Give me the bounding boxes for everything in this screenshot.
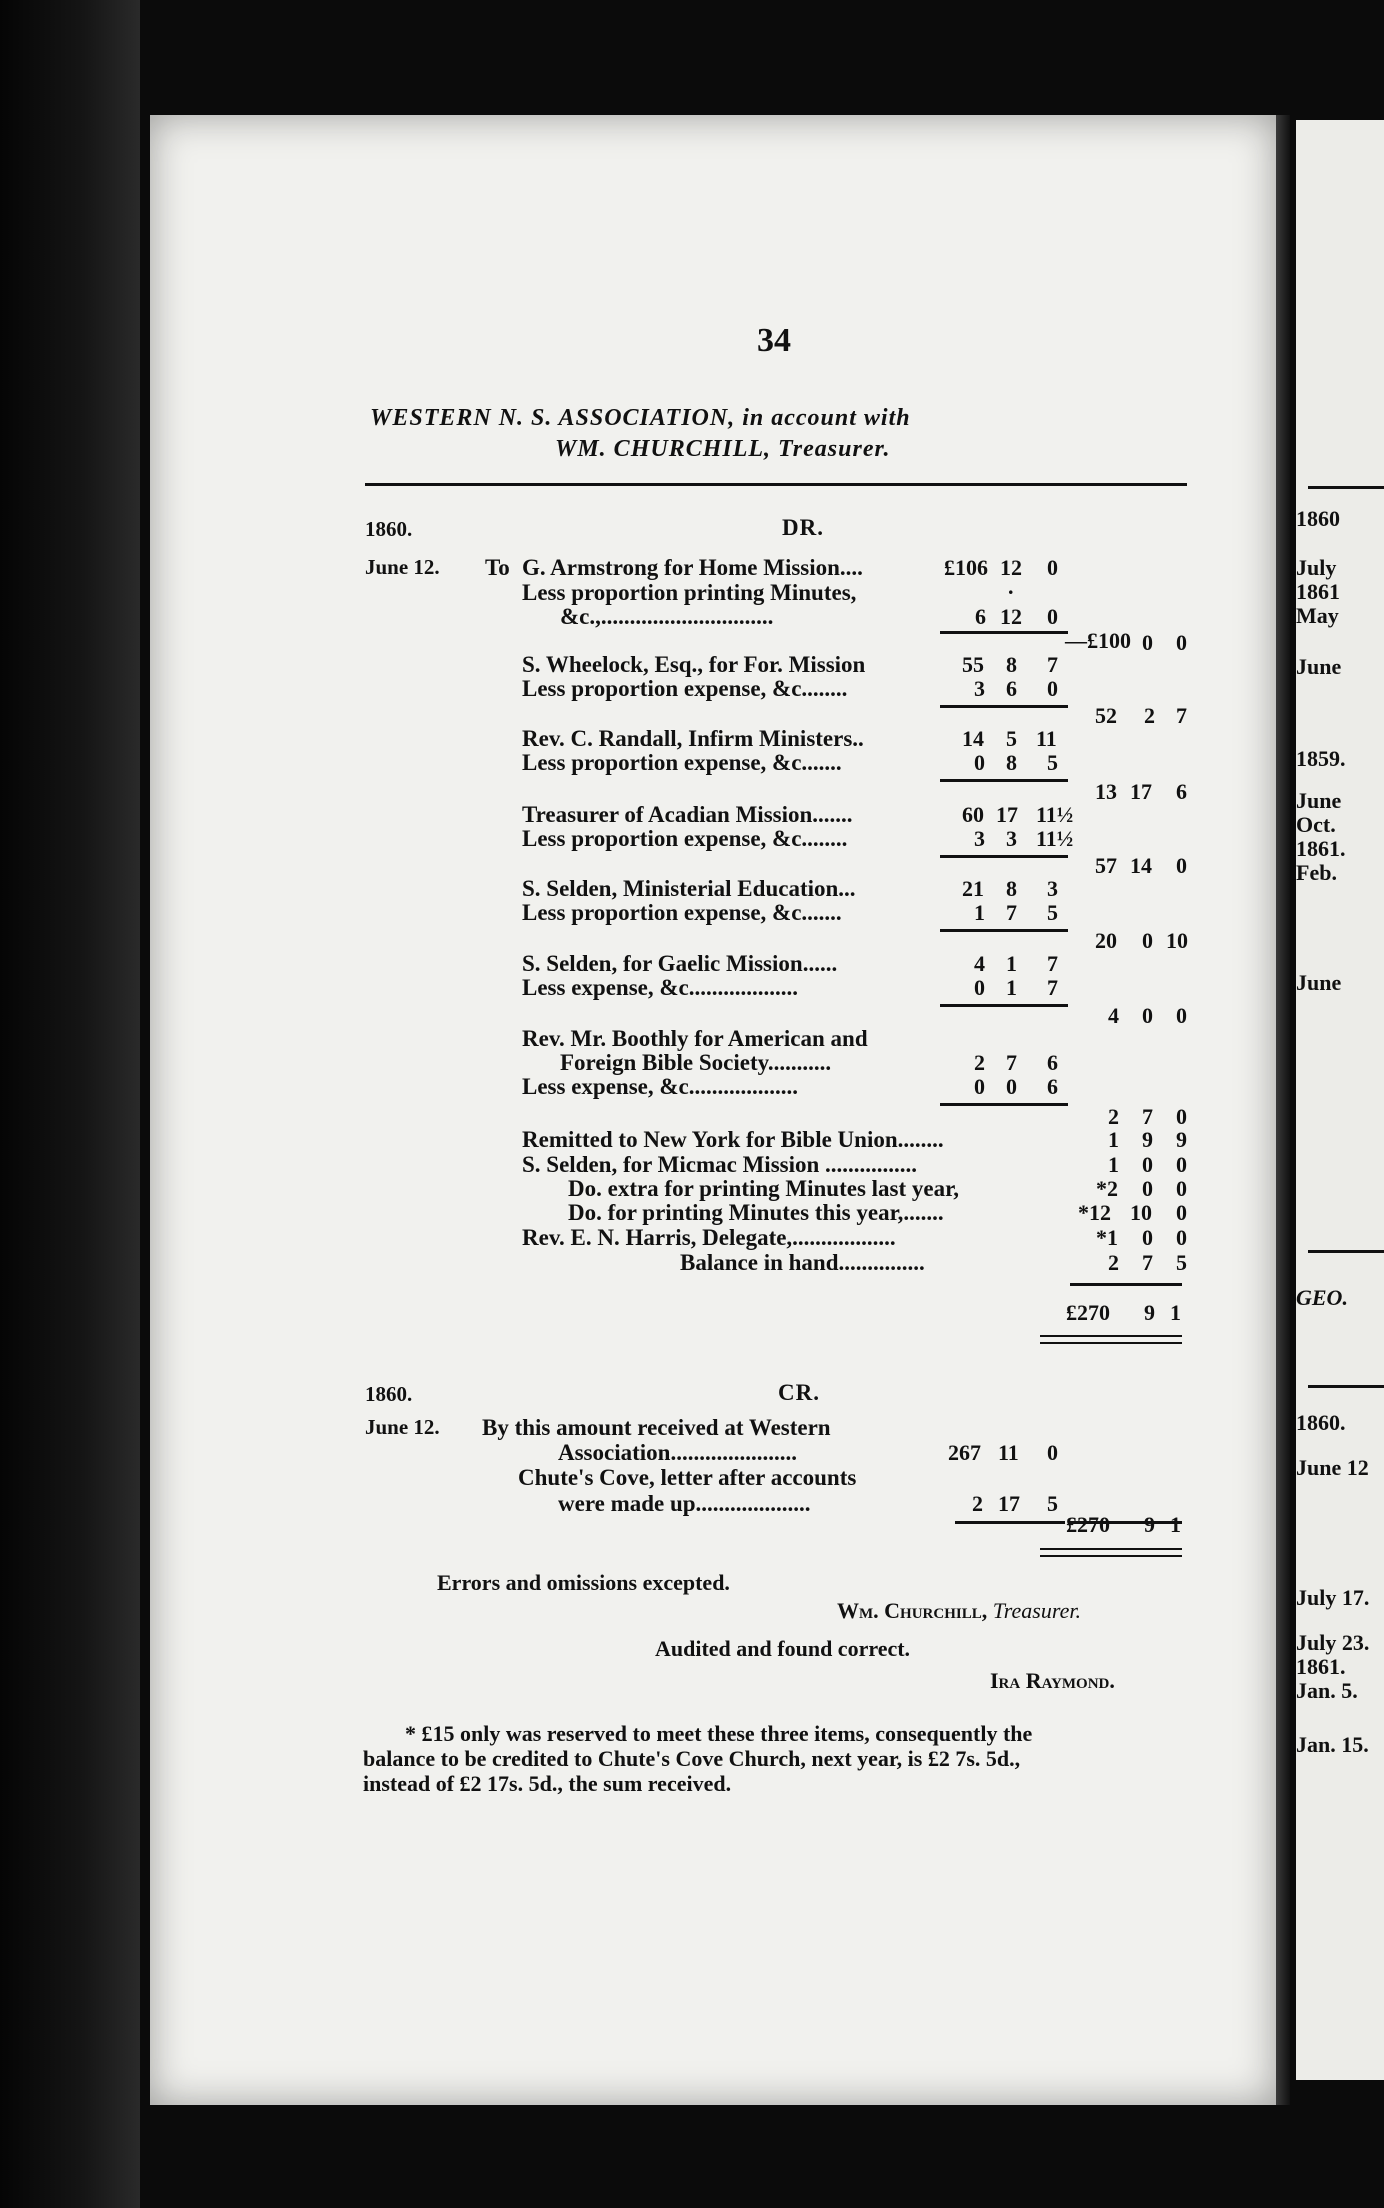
subtotal-rule [940,1004,1068,1007]
net-pounds: 20 [1095,928,1117,953]
book-spine [0,0,140,2208]
errors-note: Errors and omissions excepted. [437,1570,730,1595]
other-pence: 0 [1176,1176,1187,1201]
debit-item-shillings: . [1008,574,1014,599]
debit-item-pence: 11½ [1036,826,1074,851]
debit-item-text: Less proportion expense, &c....... [522,900,842,925]
double-rule [1040,1548,1182,1550]
net-pence: 10 [1166,928,1188,953]
facing-text: June [1296,654,1342,679]
debit-other-label: Do. extra for printing Minutes last year, [568,1176,959,1201]
debit-item-text: Foreign Bible Society........... [560,1050,832,1075]
other-pounds: *2 [1096,1176,1118,1201]
debit-item-pence: 0 [1047,604,1058,629]
debit-item-shillings: 12 [1000,555,1022,580]
other-shillings: 0 [1142,1176,1153,1201]
debit-item-pounds: 6 [975,604,986,629]
credit-year: 1860. [365,1382,413,1406]
debit-item-pence: 11½ [1036,802,1074,827]
debit-item-shillings: 8 [1006,750,1017,775]
debit-item-text: Less expense, &c................... [522,975,798,1000]
debit-item-pounds: 14 [962,726,984,751]
page-gutter [1276,115,1290,2105]
other-shillings: 7 [1142,1250,1153,1275]
debit-item-pounds: 2 [974,1050,985,1075]
total-rule [955,1521,1065,1524]
debit-other-label: Remitted to New York for Bible Union........ [522,1127,944,1152]
credit-item-pounds: 267 [948,1440,981,1465]
other-pounds: 2 [1108,1250,1119,1275]
debit-item-pounds: 0 [974,975,985,1000]
debit-item-pence: 0 [1047,555,1058,580]
debit-item-pence: 11 [1036,726,1057,751]
debit-item-pounds: 0 [974,1074,985,1099]
net-pounds: 57 [1095,853,1117,878]
treasurer-signature [837,1598,1081,1624]
other-shillings: 0 [1142,1152,1153,1177]
debit-other-label: Rev. E. N. Harris, Delegate,.................. [522,1225,896,1250]
other-pounds: *12 [1078,1200,1111,1225]
facing-text: Oct. [1296,812,1336,837]
other-pence: 0 [1176,1152,1187,1177]
account-subtitle: WM. CHURCHILL, Treasurer. [555,436,891,462]
debit-item-shillings: 7 [1006,900,1017,925]
debit-item-shillings: 8 [1006,652,1017,677]
debit-item-shillings: 1 [1006,975,1017,1000]
facing-text: May [1296,603,1339,628]
debit-item-text: Less proportion expense, &c....... [522,750,842,775]
footnote-line: instead of £2 17s. 5d., the sum received. [363,1771,732,1796]
credit-date: June 12. [365,1415,440,1439]
debit-item-pence: 7 [1047,975,1058,1000]
facing-rule [1308,1385,1384,1388]
facing-text: 1860. [1296,1410,1346,1435]
credit-item-text: By this amount received at Western [482,1415,831,1440]
net-shillings: 14 [1130,853,1152,878]
debit-item-shillings: 1 [1006,951,1017,976]
net-shillings: 2 [1144,703,1155,728]
debit-item-pence: 3 [1047,876,1058,901]
audit-statement: Audited and found correct. [655,1636,911,1661]
subtotal-rule [940,1103,1068,1106]
facing-text: July 17. [1296,1585,1370,1610]
net-pounds: 52 [1095,703,1117,728]
debit-item-text: S. Wheelock, Esq., for For. Mission [522,652,866,677]
debit-item-text: Less expense, &c................... [522,1074,798,1099]
credit-item-text: Chute's Cove, letter after accounts [518,1465,857,1490]
debit-other-label: Balance in hand............... [680,1250,925,1275]
footnote-line: * £15 only was reserved to meet these three items, consequently the [405,1721,1033,1746]
facing-text: 1860 [1296,506,1340,531]
total-rule [1070,1283,1182,1286]
debit-item-text: Treasurer of Acadian Mission....... [522,802,853,827]
other-pounds: 1 [1108,1152,1119,1177]
debit-item-pounds: 3 [974,826,985,851]
facing-text: June [1296,788,1342,813]
net-pence: 0 [1176,630,1187,655]
auditor-name: Ira Raymond. [990,1668,1115,1693]
facing-text: 1861 [1296,579,1340,604]
debit-year: 1860. [365,517,413,541]
double-rule [1040,1342,1182,1344]
debit-item-text: Less proportion expense, &c........ [522,676,848,701]
debit-item-pounds: 0 [974,750,985,775]
debit-item-pounds: 60 [962,802,984,827]
debit-item-text: Rev. Mr. Boothly for American and [522,1026,868,1051]
debit-item-text: &c.,.............................. [560,604,774,629]
debit-item-shillings: 0 [1006,1074,1017,1099]
net-pence: 0 [1176,853,1187,878]
facing-text: 1859. [1296,746,1346,771]
other-pounds: *1 [1096,1225,1118,1250]
facing-text: GEO. [1296,1285,1348,1310]
debit-item-pounds: £106 [944,555,988,580]
treasurer-name: Wm. Churchill, [837,1598,988,1623]
debit-item-text: Rev. C. Randall, Infirm Ministers.. [522,726,864,751]
debit-item-pence: 5 [1047,900,1058,925]
debit-to-label: To [485,555,510,580]
net-pounds: —£100 [1065,628,1131,653]
debit-item-shillings: 12 [1000,604,1022,629]
debit-item-text: Less proportion printing Minutes, [522,580,857,605]
facing-text: 1861. [1296,1654,1346,1679]
credit-item-pence: 5 [1047,1491,1058,1516]
footnote-line: balance to be credited to Chute's Cove Church, next year, is £2 7s. 5d., [363,1746,1021,1771]
credit-item-text: Association...................... [558,1440,797,1465]
net-shillings: 0 [1142,1003,1153,1028]
other-pence: 5 [1176,1250,1187,1275]
page-number: 34 [757,322,791,359]
facing-text: June 12 [1296,1455,1369,1480]
credit-item-text: were made up.................... [558,1491,811,1516]
title-rule [365,483,1187,486]
double-rule [1040,1335,1182,1337]
facing-text: July [1296,555,1337,580]
debit-item-pence: 6 [1047,1074,1058,1099]
account-title: WESTERN N. S. ASSOCIATION, in account with [370,405,911,431]
debit-item-text: G. Armstrong for Home Mission.... [522,555,863,580]
debit-item-pence: 5 [1047,750,1058,775]
debit-item-shillings: 8 [1006,876,1017,901]
debit-total-shillings: 9 [1144,1300,1155,1325]
debit-item-pounds: 21 [962,876,984,901]
subtotal-rule [940,631,1068,634]
other-pence: 0 [1176,1200,1187,1225]
facing-text: Jan. 5. [1296,1678,1358,1703]
treasurer-title: Treasurer. [992,1598,1081,1623]
debit-date: June 12. [365,555,440,579]
facing-text: Jan. 15. [1296,1732,1369,1757]
net-pence: 7 [1176,703,1187,728]
debit-other-label: S. Selden, for Micmac Mission ................ [522,1152,918,1177]
other-pence: 0 [1176,1225,1187,1250]
facing-rule [1308,486,1384,489]
facing-text: July 23. [1296,1630,1370,1655]
facing-text: June [1296,970,1342,995]
debit-item-pounds: 1 [974,900,985,925]
net-shillings: 0 [1142,928,1153,953]
other-shillings: 10 [1130,1200,1152,1225]
credit-item-pounds: 2 [972,1491,983,1516]
credit-total-pence: 1 [1170,1512,1181,1537]
debit-item-shillings: 6 [1006,676,1017,701]
net-pounds: 13 [1095,779,1117,804]
subtotal-rule [940,779,1068,782]
net-pence: 0 [1176,1003,1187,1028]
net-shillings: 0 [1142,630,1153,655]
net-pounds: 2 [1108,1104,1119,1129]
other-pence: 9 [1176,1127,1187,1152]
debit-item-pence: 7 [1047,652,1058,677]
credit-item-shillings: 17 [998,1491,1020,1516]
debit-item-shillings: 7 [1006,1050,1017,1075]
debit-item-pounds: 55 [962,652,984,677]
other-shillings: 9 [1142,1127,1153,1152]
debit-item-shillings: 17 [996,802,1018,827]
debit-item-pence: 6 [1047,1050,1058,1075]
subtotal-rule [940,855,1068,858]
debit-item-text: S. Selden, Ministerial Education... [522,876,856,901]
debit-heading: DR. [782,515,824,540]
net-pence: 0 [1176,1104,1187,1129]
credit-item-pence: 0 [1047,1440,1058,1465]
net-shillings: 17 [1130,779,1152,804]
subtotal-rule [940,705,1068,708]
credit-item-shillings: 11 [998,1440,1019,1465]
debit-item-pence: 7 [1047,951,1058,976]
facing-text: 1861. [1296,836,1346,861]
credit-heading: CR. [778,1380,820,1405]
debit-item-pence: 0 [1047,676,1058,701]
facing-rule [1308,1250,1384,1253]
debit-item-shillings: 5 [1006,726,1017,751]
debit-other-label: Do. for printing Minutes this year,....... [568,1200,944,1225]
debit-item-pounds: 3 [974,676,985,701]
facing-page-fragment [1296,120,1384,2080]
debit-total-pounds: £270 [1066,1300,1110,1325]
debit-total-pence: 1 [1170,1300,1181,1325]
net-pence: 6 [1176,779,1187,804]
debit-item-shillings: 3 [1006,826,1017,851]
other-pounds: 1 [1108,1127,1119,1152]
subtotal-rule [940,929,1068,932]
debit-item-text: S. Selden, for Gaelic Mission...... [522,951,838,976]
net-pounds: 4 [1108,1003,1119,1028]
debit-item-pounds: 4 [974,951,985,976]
net-shillings: 7 [1142,1104,1153,1129]
facing-text: Feb. [1296,860,1337,885]
credit-total-pounds: £270 [1066,1512,1110,1537]
other-shillings: 0 [1142,1225,1153,1250]
double-rule [1040,1555,1182,1557]
debit-item-text: Less proportion expense, &c........ [522,826,848,851]
credit-total-shillings: 9 [1144,1512,1155,1537]
